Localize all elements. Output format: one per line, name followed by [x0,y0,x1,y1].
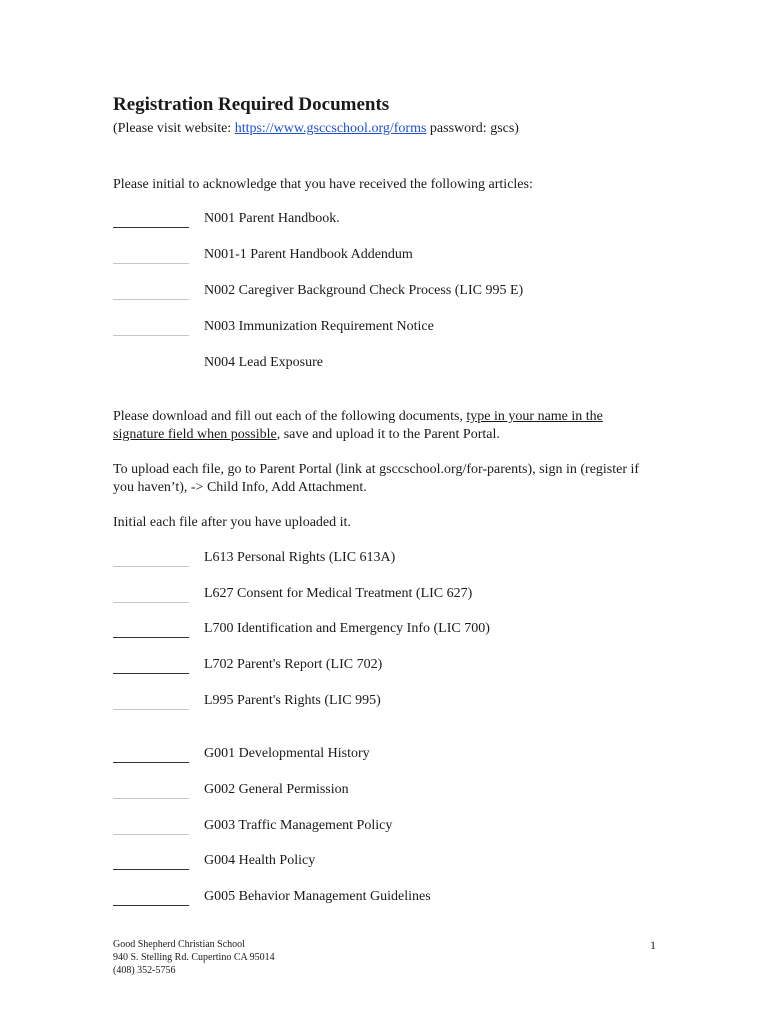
upload-instructions: To upload each file, go to Parent Portal (link at gsccschool.org/for-parents), sign in (register if you haven’t), -> Child Info, Add Attachment. [113,462,640,495]
document-label: L700 Identification and Emergency Info (LIC 700) [204,621,490,636]
document-label: G005 Behavior Management Guidelines [204,889,431,904]
download-instructions [113,408,653,444]
document-label: G002 General Permission [204,782,349,797]
website-note [113,121,519,137]
initial-intro: Initial each file after you have uploaded it. [113,515,351,530]
initial-blank[interactable] [113,657,189,674]
signature-instruction: type in your name in the signature field when possible [113,409,603,442]
document-label: L627 Consent for Medical Treatment (LIC 627) [204,586,473,601]
document-label: L613 Personal Rights (LIC 613A) [204,550,396,565]
page-number: 1 [650,938,656,952]
initial-blank[interactable] [113,818,189,835]
checklist-row [113,247,673,265]
document-label: N003 Immunization Requirement Notice [204,319,434,334]
initial-blank[interactable] [113,283,189,300]
document-label: N002 Caregiver Background Check Process (LIC 995 E) [204,283,524,298]
page-title: Registration Required Documents [113,94,390,115]
footer-address [113,938,275,977]
checklist-row [113,319,673,337]
footer-phone: (408) 352-5756 [113,965,176,976]
initial-blank[interactable] [113,782,189,799]
document-label: L995 Parent's Rights (LIC 995) [204,693,381,708]
document-label: L702 Parent's Report (LIC 702) [204,657,383,672]
initial-blank[interactable] [113,693,189,710]
checklist-row [113,818,673,836]
website-note-prefix: (Please visit website: [113,121,235,136]
initial-blank[interactable] [113,621,189,638]
checklist-row [113,550,673,568]
document-label: G003 Traffic Management Policy [204,818,393,833]
checklist-row [113,657,673,675]
forms-link[interactable]: https://www.gsccschool.org/forms [234,121,427,136]
website-note-suffix: password: gscs) [426,121,519,136]
initial-blank[interactable] [113,853,189,870]
checklist-row [113,693,673,711]
checklist-row [113,889,673,907]
acknowledge-intro: Please initial to acknowledge that you have received the following articles: [113,177,533,192]
checklist-row [113,283,673,301]
initial-blank[interactable] [113,746,189,763]
document-label: G004 Health Policy [204,853,316,868]
document-label: N004 Lead Exposure [204,355,323,370]
download-suffix: , save and upload it to the Parent Portal. [276,427,500,442]
checklist-row [113,586,673,604]
checklist-row [113,782,673,800]
initial-blank[interactable] [113,319,189,336]
footer-school-name: Good Shepherd Christian School [113,939,245,950]
initial-blank[interactable] [113,889,189,906]
initial-blank[interactable] [113,211,189,228]
checklist-row [113,355,673,373]
checklist-row [113,853,673,871]
initial-blank[interactable] [113,550,189,567]
checklist-row [113,211,673,229]
checklist-row [113,746,673,764]
checklist-row [113,621,673,639]
document-label: G001 Developmental History [204,746,370,761]
initial-blank[interactable] [113,247,189,264]
footer-street: 940 S. Stelling Rd. Cupertino CA 95014 [113,952,275,963]
document-label: N001-1 Parent Handbook Addendum [204,247,413,262]
download-prefix: Please download and fill out each of the following documents, [113,409,467,424]
document-label: N001 Parent Handbook. [204,211,340,226]
initial-blank[interactable] [113,586,189,603]
